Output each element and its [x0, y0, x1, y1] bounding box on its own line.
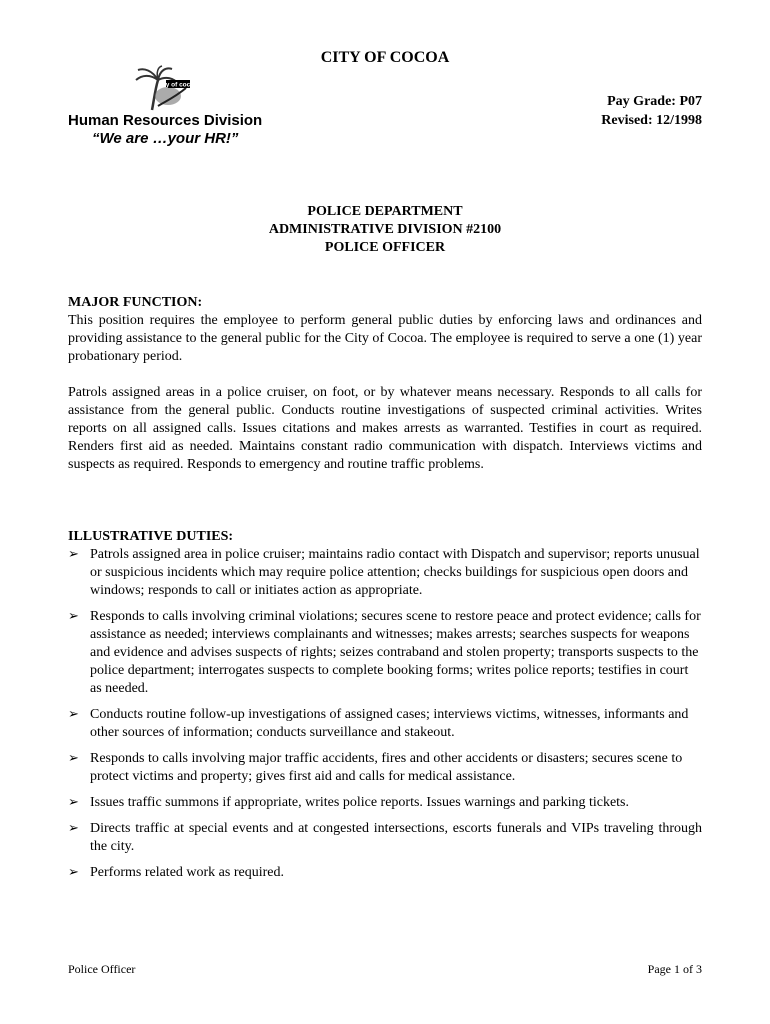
hr-motto: “We are …your HR!”	[92, 130, 239, 147]
arrow-bullet-icon: ➢	[68, 795, 79, 810]
hr-division-title: Human Resources Division	[68, 112, 263, 129]
major-function-heading: MAJOR FUNCTION:	[68, 295, 203, 310]
list-item	[68, 820, 702, 856]
duty-text: Directs traffic at special events and at congested intersections, escorts funerals and VIPs traveling through the city.	[90, 821, 702, 854]
list-item	[68, 794, 702, 812]
arrow-bullet-icon: ➢	[68, 865, 79, 880]
illustrative-duties-heading: ILLUSTRATIVE DUTIES:	[68, 529, 234, 544]
major-function-paragraph: This position requires the employee to perform general public duties by enforcing laws and ordinances and providing assistance to the general public for the City of Cocoa. The employee is required to serve a one (1) year probationary period.	[68, 313, 702, 364]
duty-text: Conducts routine follow-up investigations of assigned cases; interviews victims, witnesses, informants and other sources of information; conducts surveillance and stakeout.	[90, 707, 689, 740]
duty-text: Issues traffic summons if appropriate, writes police reports. Issues warnings and parking tickets.	[90, 795, 629, 810]
arrow-bullet-icon: ➢	[68, 707, 79, 722]
footer-document-title: Police Officer	[68, 962, 136, 976]
list-item	[68, 546, 702, 600]
list-item	[68, 864, 702, 882]
duties-summary-paragraph: Patrols assigned areas in a police cruiser, on foot, or by whatever means necessary. Responds to all calls for assistance from the general public. Conducts routine investigations of suspected criminal activities. Writes reports on all assigned calls. Issues citations and makes arrests as warranted. Testifies in court as required. Renders first aid as needed. Maintains constant radio communication with dispatch. Interviews victims and suspects as required. Responds to emergency and routine traffic problems.	[68, 385, 702, 472]
duty-text: Responds to calls involving major traffic accidents, fires and other accidents or disasters; secures scene to protect victims and property; gives first aid and calls for medical assistance.	[90, 751, 683, 784]
duties-list	[68, 546, 702, 882]
major-function-section	[68, 294, 702, 366]
duty-text: Performs related work as required.	[90, 865, 284, 880]
pay-grade: Pay Grade: P07	[607, 94, 702, 109]
city-title: CITY OF COCOA	[320, 49, 450, 66]
revised-date: Revised: 12/1998	[601, 113, 702, 128]
city-logo-icon	[128, 66, 198, 112]
footer-page-number: Page 1 of 3	[647, 962, 702, 976]
illustrative-duties-section	[68, 528, 702, 890]
arrow-bullet-icon: ➢	[68, 609, 79, 624]
list-item	[68, 750, 702, 786]
list-item	[68, 706, 702, 742]
department-heading	[0, 203, 770, 257]
logo-text: city of cocoa	[158, 81, 198, 89]
arrow-bullet-icon: ➢	[68, 821, 79, 836]
arrow-bullet-icon: ➢	[68, 751, 79, 766]
duty-text: Responds to calls involving criminal violations; secures scene to restore peace and protect evidence; calls for assistance as needed; interviews complainants and witnesses; makes arrests; searches suspects for weapons and evidence and advises suspects of rights; seizes contraband and stolen property; transports suspects to the police department; interrogates suspects to complete booking forms; writes police reports; testifies in court as needed.	[90, 609, 701, 696]
list-item	[68, 608, 702, 698]
duty-text: Patrols assigned area in police cruiser; maintains radio contact with Dispatch and supervisor; reports unusual or suspicious incidents which may require police attention; checks buildings for suspicious open doors and windows; responds to call or initiates action as appropriate.	[90, 547, 700, 598]
department-name: POLICE DEPARTMENT	[307, 204, 463, 219]
position-title: POLICE OFFICER	[324, 240, 446, 255]
division-name: ADMINISTRATIVE DIVISION #2100	[268, 222, 502, 237]
arrow-bullet-icon: ➢	[68, 547, 79, 562]
